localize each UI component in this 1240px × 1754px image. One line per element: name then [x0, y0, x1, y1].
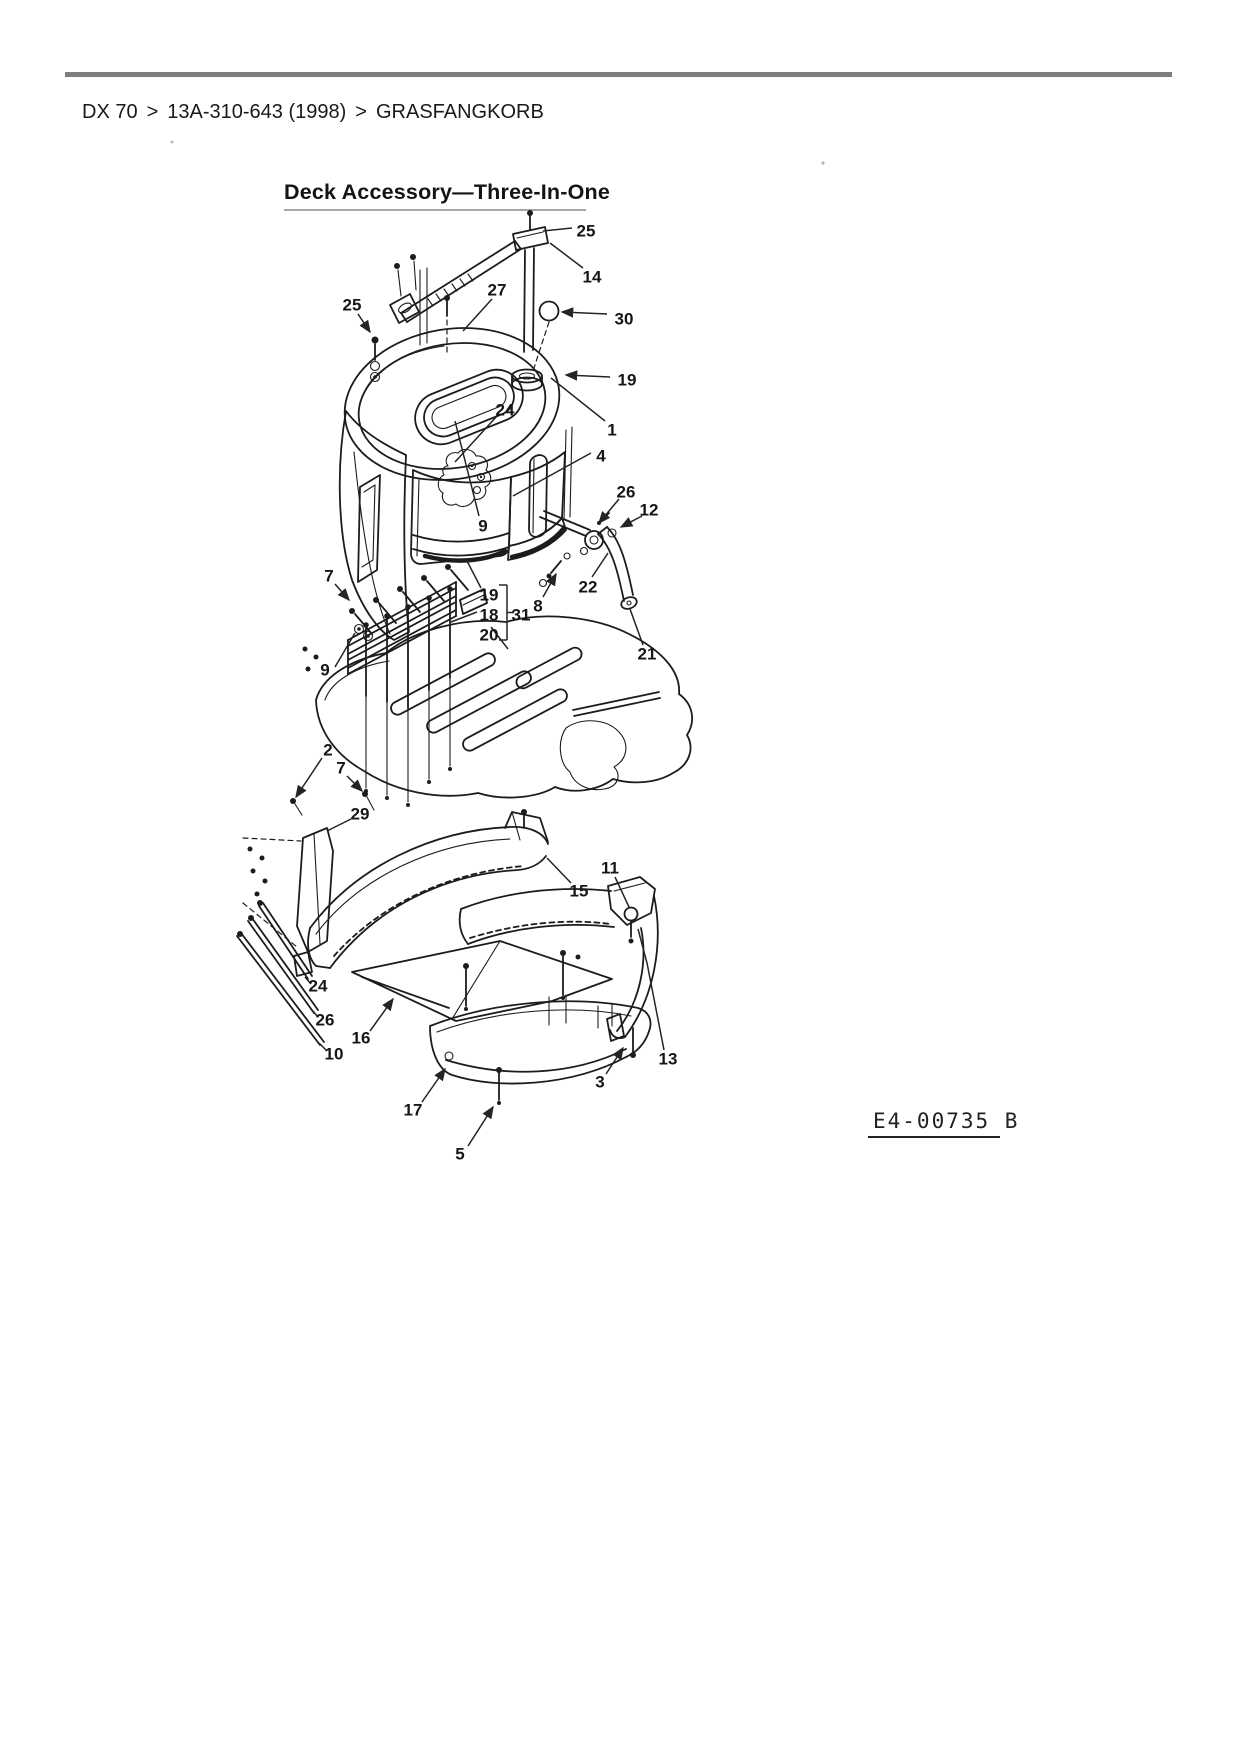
callout-label: 7 — [336, 758, 346, 778]
callout-leader — [370, 999, 393, 1031]
callout-leader — [335, 633, 355, 667]
callout-label: 9 — [320, 660, 330, 680]
callout-label: 30 — [614, 309, 634, 329]
callout-label: 4 — [596, 446, 606, 466]
callout-label: 12 — [639, 500, 659, 520]
drawing-number: E4-00735 B — [873, 1109, 1020, 1133]
breadcrumb-separator: > — [146, 101, 159, 123]
callout-leader — [513, 453, 591, 496]
breadcrumb-item-type[interactable]: 13A-310-643 (1998) — [167, 101, 347, 123]
callout-label: 24 — [495, 400, 515, 420]
callout-leader — [599, 499, 619, 523]
part-handle-bail — [371, 210, 549, 382]
callout-label: 1 — [607, 420, 617, 440]
callout-leader — [422, 1069, 445, 1102]
callout-label: 29 — [350, 804, 370, 824]
part-drawing-layer — [237, 210, 692, 1105]
callout-label: 11 — [601, 858, 619, 878]
callout-leader — [566, 375, 610, 377]
callout-leader — [543, 228, 572, 231]
callout-leader — [358, 314, 370, 332]
callout-label: 10 — [324, 1044, 344, 1064]
callout-label: 27 — [487, 280, 507, 300]
callout-leader — [468, 1107, 493, 1146]
callout-leader — [466, 559, 481, 588]
callout-label: 24 — [308, 976, 328, 996]
callout-leader — [638, 929, 664, 1050]
callout-label: 21 — [637, 644, 657, 664]
callout-label: 8 — [533, 596, 543, 616]
callout-leader — [296, 758, 322, 797]
callout-label: 16 — [351, 1028, 371, 1048]
callout-label: 20 — [479, 625, 499, 645]
callout-label: 26 — [616, 482, 636, 502]
callout-leader — [562, 312, 607, 314]
callout-label: 25 — [342, 295, 362, 315]
callout-label: 19 — [479, 585, 499, 605]
callout-leader — [550, 243, 583, 268]
callout-leader — [547, 858, 571, 883]
callout-label: 13 — [658, 1049, 678, 1069]
callout-label: 18 — [479, 605, 499, 625]
callout-label: 22 — [578, 577, 598, 597]
callout-label: 26 — [315, 1010, 335, 1030]
callout-label: 25 — [576, 221, 596, 241]
breadcrumb-item-model[interactable]: DX 70 — [82, 101, 138, 123]
callout-leader — [347, 776, 362, 791]
breadcrumb-separator: > — [355, 101, 367, 123]
part-bottom-tray — [430, 995, 651, 1105]
callout-label: 31 — [511, 605, 531, 625]
part-chute-panel — [352, 941, 612, 1021]
callout-label: 3 — [595, 1072, 605, 1092]
callout-label: 2 — [323, 740, 333, 760]
callout-leader — [463, 299, 492, 331]
callout-label: 7 — [324, 566, 334, 586]
callout-leader — [630, 609, 643, 645]
callout-label: 9 — [478, 516, 488, 536]
callout-label: 19 — [617, 370, 637, 390]
callout-leader — [606, 1048, 623, 1074]
scan-speck — [821, 161, 824, 164]
callout-label: 15 — [569, 881, 589, 901]
callout-leader — [592, 553, 608, 577]
breadcrumb-item-section[interactable]: GRASFANGKORB — [375, 101, 544, 123]
part-container — [334, 313, 572, 640]
callout-leader — [335, 584, 349, 600]
scan-speck — [171, 141, 174, 144]
callout-layer — [296, 221, 677, 1163]
callout-leader — [327, 819, 351, 831]
callout-label: 17 — [403, 1100, 423, 1120]
callout-label: 5 — [455, 1144, 465, 1164]
part-knob — [534, 302, 559, 369]
diagram-title: Deck Accessory—Three-In-One — [284, 180, 611, 204]
callout-label: 14 — [582, 267, 602, 287]
